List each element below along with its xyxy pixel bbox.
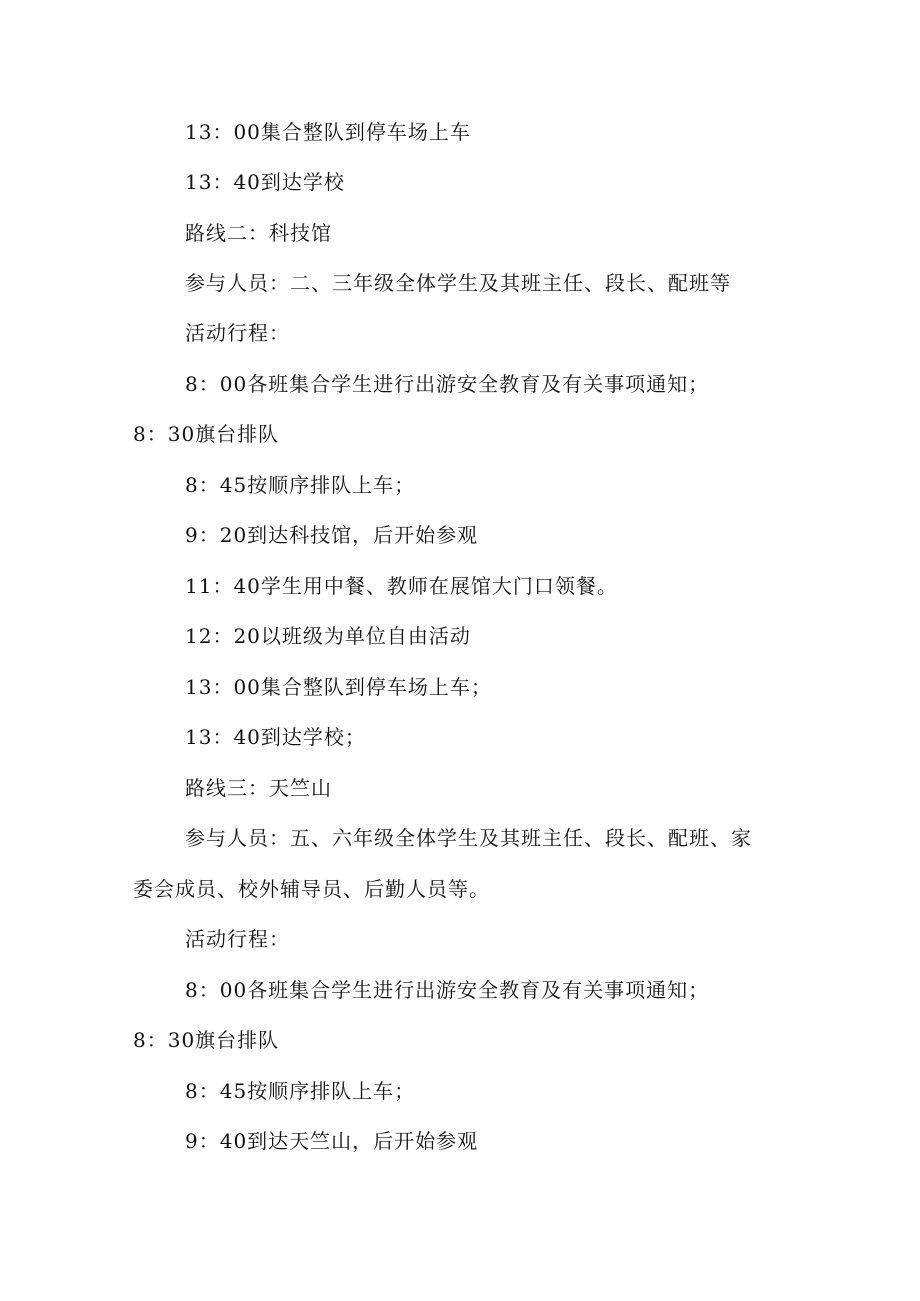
schedule-line: 8：45按顺序排队上车； [185, 473, 416, 497]
schedule-line: 8：00各班集合学生进行出游安全教育及有关事项通知； [185, 978, 710, 1002]
schedule-line: 13：00集合整队到停车场上车； [185, 675, 492, 699]
schedule-line: 8：30旗台排队 [133, 422, 280, 446]
itinerary-heading: 活动行程： [185, 321, 290, 345]
schedule-line: 9：40到达天竺山，后开始参观 [185, 1129, 479, 1153]
route-heading: 路线三：天竺山 [185, 776, 332, 800]
schedule-line: 12：20以班级为单位自由活动 [185, 624, 471, 648]
participants-line: 参与人员：二、三年级全体学生及其班主任、段长、配班等 [185, 271, 731, 295]
participants-line-continued: 委会成员、校外辅导员、后勤人员等。 [133, 877, 490, 901]
schedule-line: 8：45按顺序排队上车； [185, 1079, 416, 1103]
participants-line: 参与人员：五、六年级全体学生及其班主任、段长、配班、家 [185, 826, 752, 850]
schedule-line: 8：30旗台排队 [133, 1028, 280, 1052]
route-heading: 路线二：科技馆 [185, 221, 332, 245]
itinerary-heading: 活动行程： [185, 927, 290, 951]
schedule-line: 13：40到达学校； [185, 725, 366, 749]
schedule-line: 9：20到达科技馆，后开始参观 [185, 523, 479, 547]
schedule-line: 13：00集合整队到停车场上车 [185, 120, 471, 144]
schedule-line: 11：40学生用中餐、教师在展馆大门口领餐。 [185, 574, 618, 598]
schedule-line: 13：40到达学校 [185, 170, 345, 194]
schedule-line: 8：00各班集合学生进行出游安全教育及有关事项通知； [185, 372, 710, 396]
